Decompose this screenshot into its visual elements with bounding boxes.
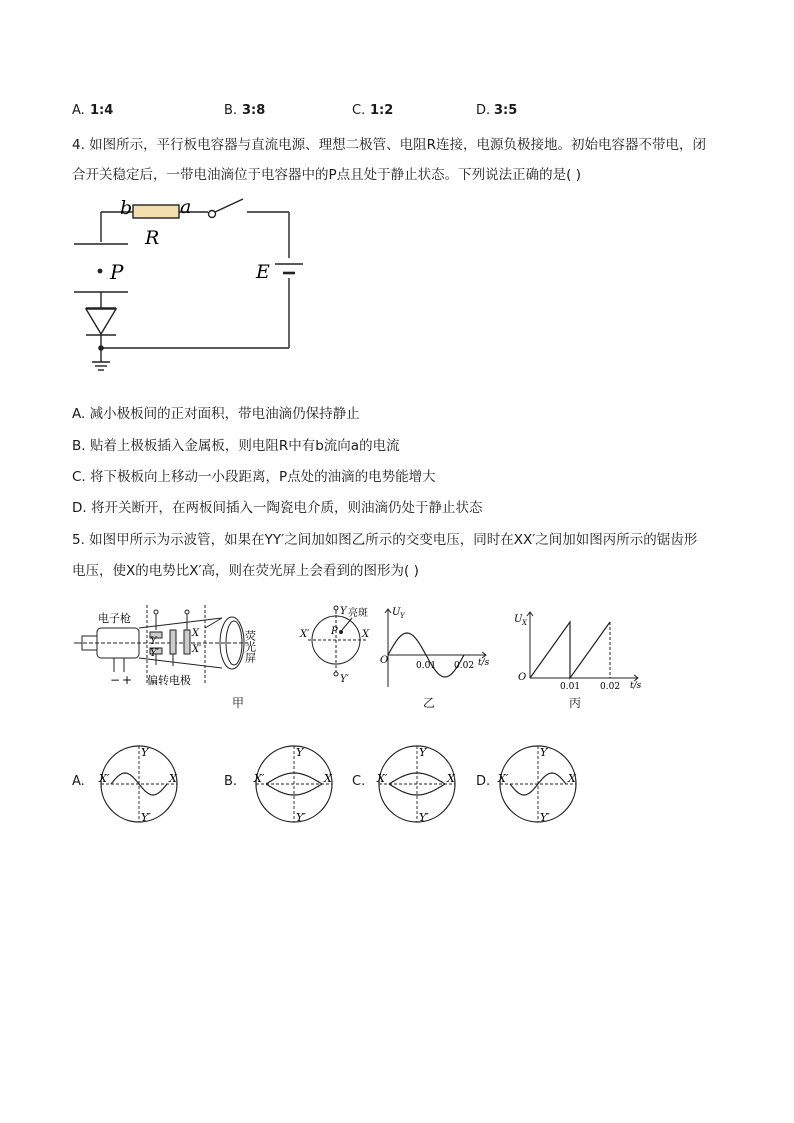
screen-label-right: X — [447, 772, 455, 785]
screen-label-right: X — [169, 772, 177, 785]
label-p: P — [110, 260, 124, 284]
caption-jia: 甲 — [232, 696, 245, 710]
yi-ysub: Y — [400, 612, 405, 620]
chart-bing-sawtooth — [510, 610, 650, 692]
label-p-screen: P — [331, 626, 338, 637]
screen-label-right: X — [568, 772, 576, 785]
screen-label-left: X′ — [254, 772, 265, 785]
q5-option-b-screen — [252, 742, 336, 826]
bing-xlabel: t/s — [630, 681, 642, 691]
bing-tick-0.01: 0.01 — [560, 682, 581, 692]
caption-yi: 乙 — [423, 696, 436, 710]
q5-stem-line1: 5. 如图甲所示为示波管，如果在YY′之间加如图乙所示的交变电压，同时在XX′之间加如图丙所示的锯齿形 — [72, 532, 698, 548]
label-a: a — [180, 196, 192, 218]
q5-option-c-label: C. — [352, 774, 366, 789]
screen-label-yp: Y′ — [141, 811, 151, 824]
screen-label-right: X — [324, 772, 332, 785]
q5-option-b-label: B. — [224, 774, 238, 789]
screen-label-y: Y — [540, 746, 548, 759]
q5-option-a-label: A. — [72, 774, 85, 789]
q4-option-c: C. 将下极板向上移动一小段距离，P点处的油滴的电势能增大 — [72, 469, 436, 485]
q3-option-d-label: D. — [476, 103, 491, 118]
label-x-screen: X — [362, 629, 370, 640]
chart-yi-sine — [378, 605, 498, 695]
label-plus: + — [122, 673, 133, 687]
bing-ylabel: U — [514, 614, 523, 625]
label-yp-jia: Y′ — [150, 648, 159, 659]
yi-tick-0.01: 0.01 — [416, 661, 437, 671]
q3-option-c-label: C. — [352, 103, 366, 118]
label-xp-screen: X′ — [300, 629, 310, 640]
yi-ylabel: U — [392, 607, 401, 618]
q3-option-c-value: 1:2 — [370, 103, 394, 118]
label-r: R — [145, 227, 160, 249]
bing-ysub: X — [522, 619, 527, 627]
screen-label-yp: Y′ — [296, 811, 306, 824]
label-e: E — [256, 261, 270, 283]
q4-option-a: A. 减小极板间的正对面积，带电油滴仍保持静止 — [72, 406, 360, 422]
yi-tick-0.02: 0.02 — [454, 661, 475, 671]
q3-option-a-label: A. — [72, 103, 85, 118]
q5-option-c-screen — [375, 742, 459, 826]
q3-option-b-label: B. — [224, 103, 238, 118]
label-b: b — [120, 197, 133, 219]
label-electron-gun: 电子枪 — [98, 612, 131, 625]
bing-origin: O — [518, 672, 527, 683]
screen-label-y: Y — [141, 746, 149, 759]
q3-options — [72, 103, 772, 123]
yi-xlabel: t/s — [478, 658, 490, 668]
screen-label-left: X′ — [99, 772, 110, 785]
screen-label-y: Y — [419, 746, 427, 759]
label-x-jia: X — [192, 628, 200, 639]
label-spot: 亮斑 — [348, 608, 368, 619]
q3-option-d-value: 3:5 — [494, 103, 518, 118]
label-deflection-electrodes: 偏转电极 — [147, 674, 191, 687]
q4-option-b: B. 贴着上极板插入金属板，则电阻R中有b流向a的电流 — [72, 438, 400, 454]
q3-option-b-value: 3:8 — [242, 103, 266, 118]
q4-circuit-diagram — [70, 192, 310, 392]
q5-option-d-label: D. — [476, 774, 491, 789]
q5-stem-line2: 电压，使X的电势比X′高，则在荧光屏上会看到的图形为( ) — [72, 563, 419, 579]
label-y-screen: Y — [340, 606, 347, 617]
oil-drop-point — [98, 269, 103, 274]
q4-option-d: D. 将开关断开，在两板间插入一陶瓷电介质，则油滴仍处于静止状态 — [72, 500, 483, 516]
screen-label-yp: Y′ — [540, 811, 550, 824]
screen-spot-diagram — [298, 600, 378, 685]
q4-stem-line2: 合开关稳定后，一带电油滴位于电容器中的P点且处于静止状态。下列说法正确的是( ) — [72, 167, 581, 183]
label-minus: − — [110, 673, 121, 687]
screen-label-yp: Y′ — [419, 811, 429, 824]
label-screen: 荧光屏 — [243, 630, 257, 663]
bing-tick-0.02: 0.02 — [600, 682, 621, 692]
label-yp-screen: Y′ — [340, 674, 349, 685]
screen-label-left: X′ — [377, 772, 388, 785]
screen-label-left: X′ — [498, 772, 509, 785]
junction-dot — [98, 345, 104, 351]
yi-origin: O — [380, 655, 389, 666]
screen-label-y: Y — [296, 746, 304, 759]
q4-stem-line1: 4. 如图所示，平行板电容器与直流电源、理想二极管、电阻R连接，电源负极接地。初始电容器不带电，闭 — [72, 137, 707, 153]
caption-bing: 丙 — [569, 696, 582, 710]
q5-option-d-screen — [496, 742, 580, 826]
label-y-jia: Y — [150, 636, 157, 647]
q5-option-a-screen — [97, 742, 181, 826]
label-xp-jia: X′ — [192, 644, 202, 655]
q3-option-a-value: 1:4 — [90, 103, 114, 118]
